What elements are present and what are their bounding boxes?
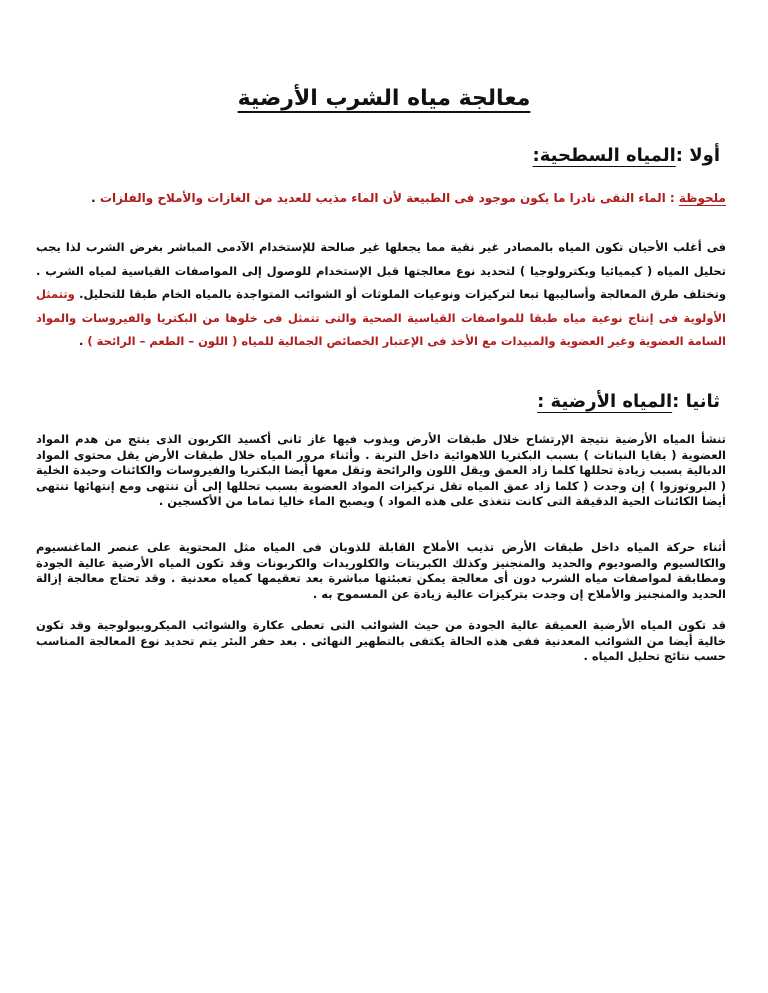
ground-water-paragraph-1: تنشأ المياه الأرضية نتيجة الإرتشاح خلال طبقات الأرض ويذوب فيها غاز ثانى أكسيد الكربون الذى ينتج من هدم المواد العضوية ( بقايا النباتات ) بسبب البكتريا اللاهوائية داخل التربة . وأثناء مرور المياه خلال طبقات الأرض يقل محتوى المواد الدبالية بسبب زيادة تحللها كلما زاد العمق ويقل اللون والرائحة وتقل معها أيضا البكتريا والفيروسات والكائنات وحيدة الخلية ( البروتوزوا ) إن وجدت ( كلما زاد عمق المياه تقل تركيزات المواد العضوية بسبب تحللها إلى أن تنتهى ومع إنتهائها تنتهى أيضا الكائنات الحية الدقيقة التى كانت تتغذى على هذه المواد ) ويصبح الماء خاليا تماما من الأكسجين . [36, 432, 726, 508]
section-heading-prefix: ثانيا : [672, 391, 720, 412]
surface-water-text: فى أغلب الأحيان تكون المياه بالمصادر غير نقية مما يجعلها غير صالحة للإستخدام الآدمى المباشر بغرض الشرب لذا يجب تحليل المياه ( كيميائيا وبكترولوجيا ) لتحديد نوع معالجتها قبل الإستخدام للوصول إلى المواصفات القياسية لمياه الشرب . وتختلف طرق المعالجة وأساليبها تبعا لتركيزات ونوعيات الملوثات أو الشوائب المتواجدة بالمياه الخام طبقا للتحليل. [36, 240, 726, 301]
note-period: . [91, 191, 100, 205]
document-title-text: معالجة مياه الشرب الأرضية [237, 86, 531, 111]
note-text: : الماء النقى نادرا ما يكون موجود فى الطبيعة لأن الماء مذيب للعديد من الغازات والأملاح والفلزات [99, 191, 679, 205]
surface-water-paragraph [36, 236, 726, 354]
ground-water-paragraph-2: أثناء حركة المياه داخل طبقات الأرض تذيب الأملاح القابلة للذوبان فى المياه مثل المحتوية على عنصر الماغنسيوم والكالسيوم والصوديوم والحديد والمنجنيز وكذلك الكبريتات والكلوريدات والكربونات وقد تكون المياه الأرضية عالية الجودة ومطابقة لمواصفات مياه الشرب دون أى معالجة يمكن تعبئتها مباشرة بعد تعقيمها كمياه معدنية . وقد تحتاج معالجة إزالة الحديد والمنجنيز والأملاح إن وجدت بتركيزات عالية زيادة عن المسموح به . [36, 540, 726, 601]
section-heading-surface-water [533, 145, 720, 166]
note-label: ملحوظة [678, 191, 726, 205]
surface-water-highlight: وتتمثل الأولوية فى إنتاج نوعية مياه طبقا للمواصفات القياسية الصحية والتى تتمثل فى خلوها من البكتريا والفيروسات والمواد السامة العضوية وغير العضوية والمبيدات مع الأخذ فى الإعتبار الخصائص الجمالية للمياه ( اللون – الطعم – الرائحة ) [36, 287, 726, 348]
section-heading-text: المياه الأرضية : [537, 391, 673, 412]
section-heading-prefix: أولا : [675, 145, 720, 166]
note-paragraph [76, 190, 726, 207]
section-heading-ground-water [537, 391, 720, 412]
document-title [0, 86, 768, 111]
section-heading-text: المياه السطحية: [532, 145, 676, 166]
ground-water-paragraph-3: قد تكون المياه الأرضية العميقة عالية الجودة من حيث الشوائب التى تعطى عكارة والشوائب الميكروبيولوجية وقد تكون خالية أيضا من الشوائب المعدنية ففى هذه الحالة يكتفى بالتطهير النهائى . بعد حفر البئر يتم تحديد نوع المعالجة المناسب حسب نتائج تحليل المياه . [36, 618, 726, 663]
surface-water-period: . [79, 334, 84, 348]
